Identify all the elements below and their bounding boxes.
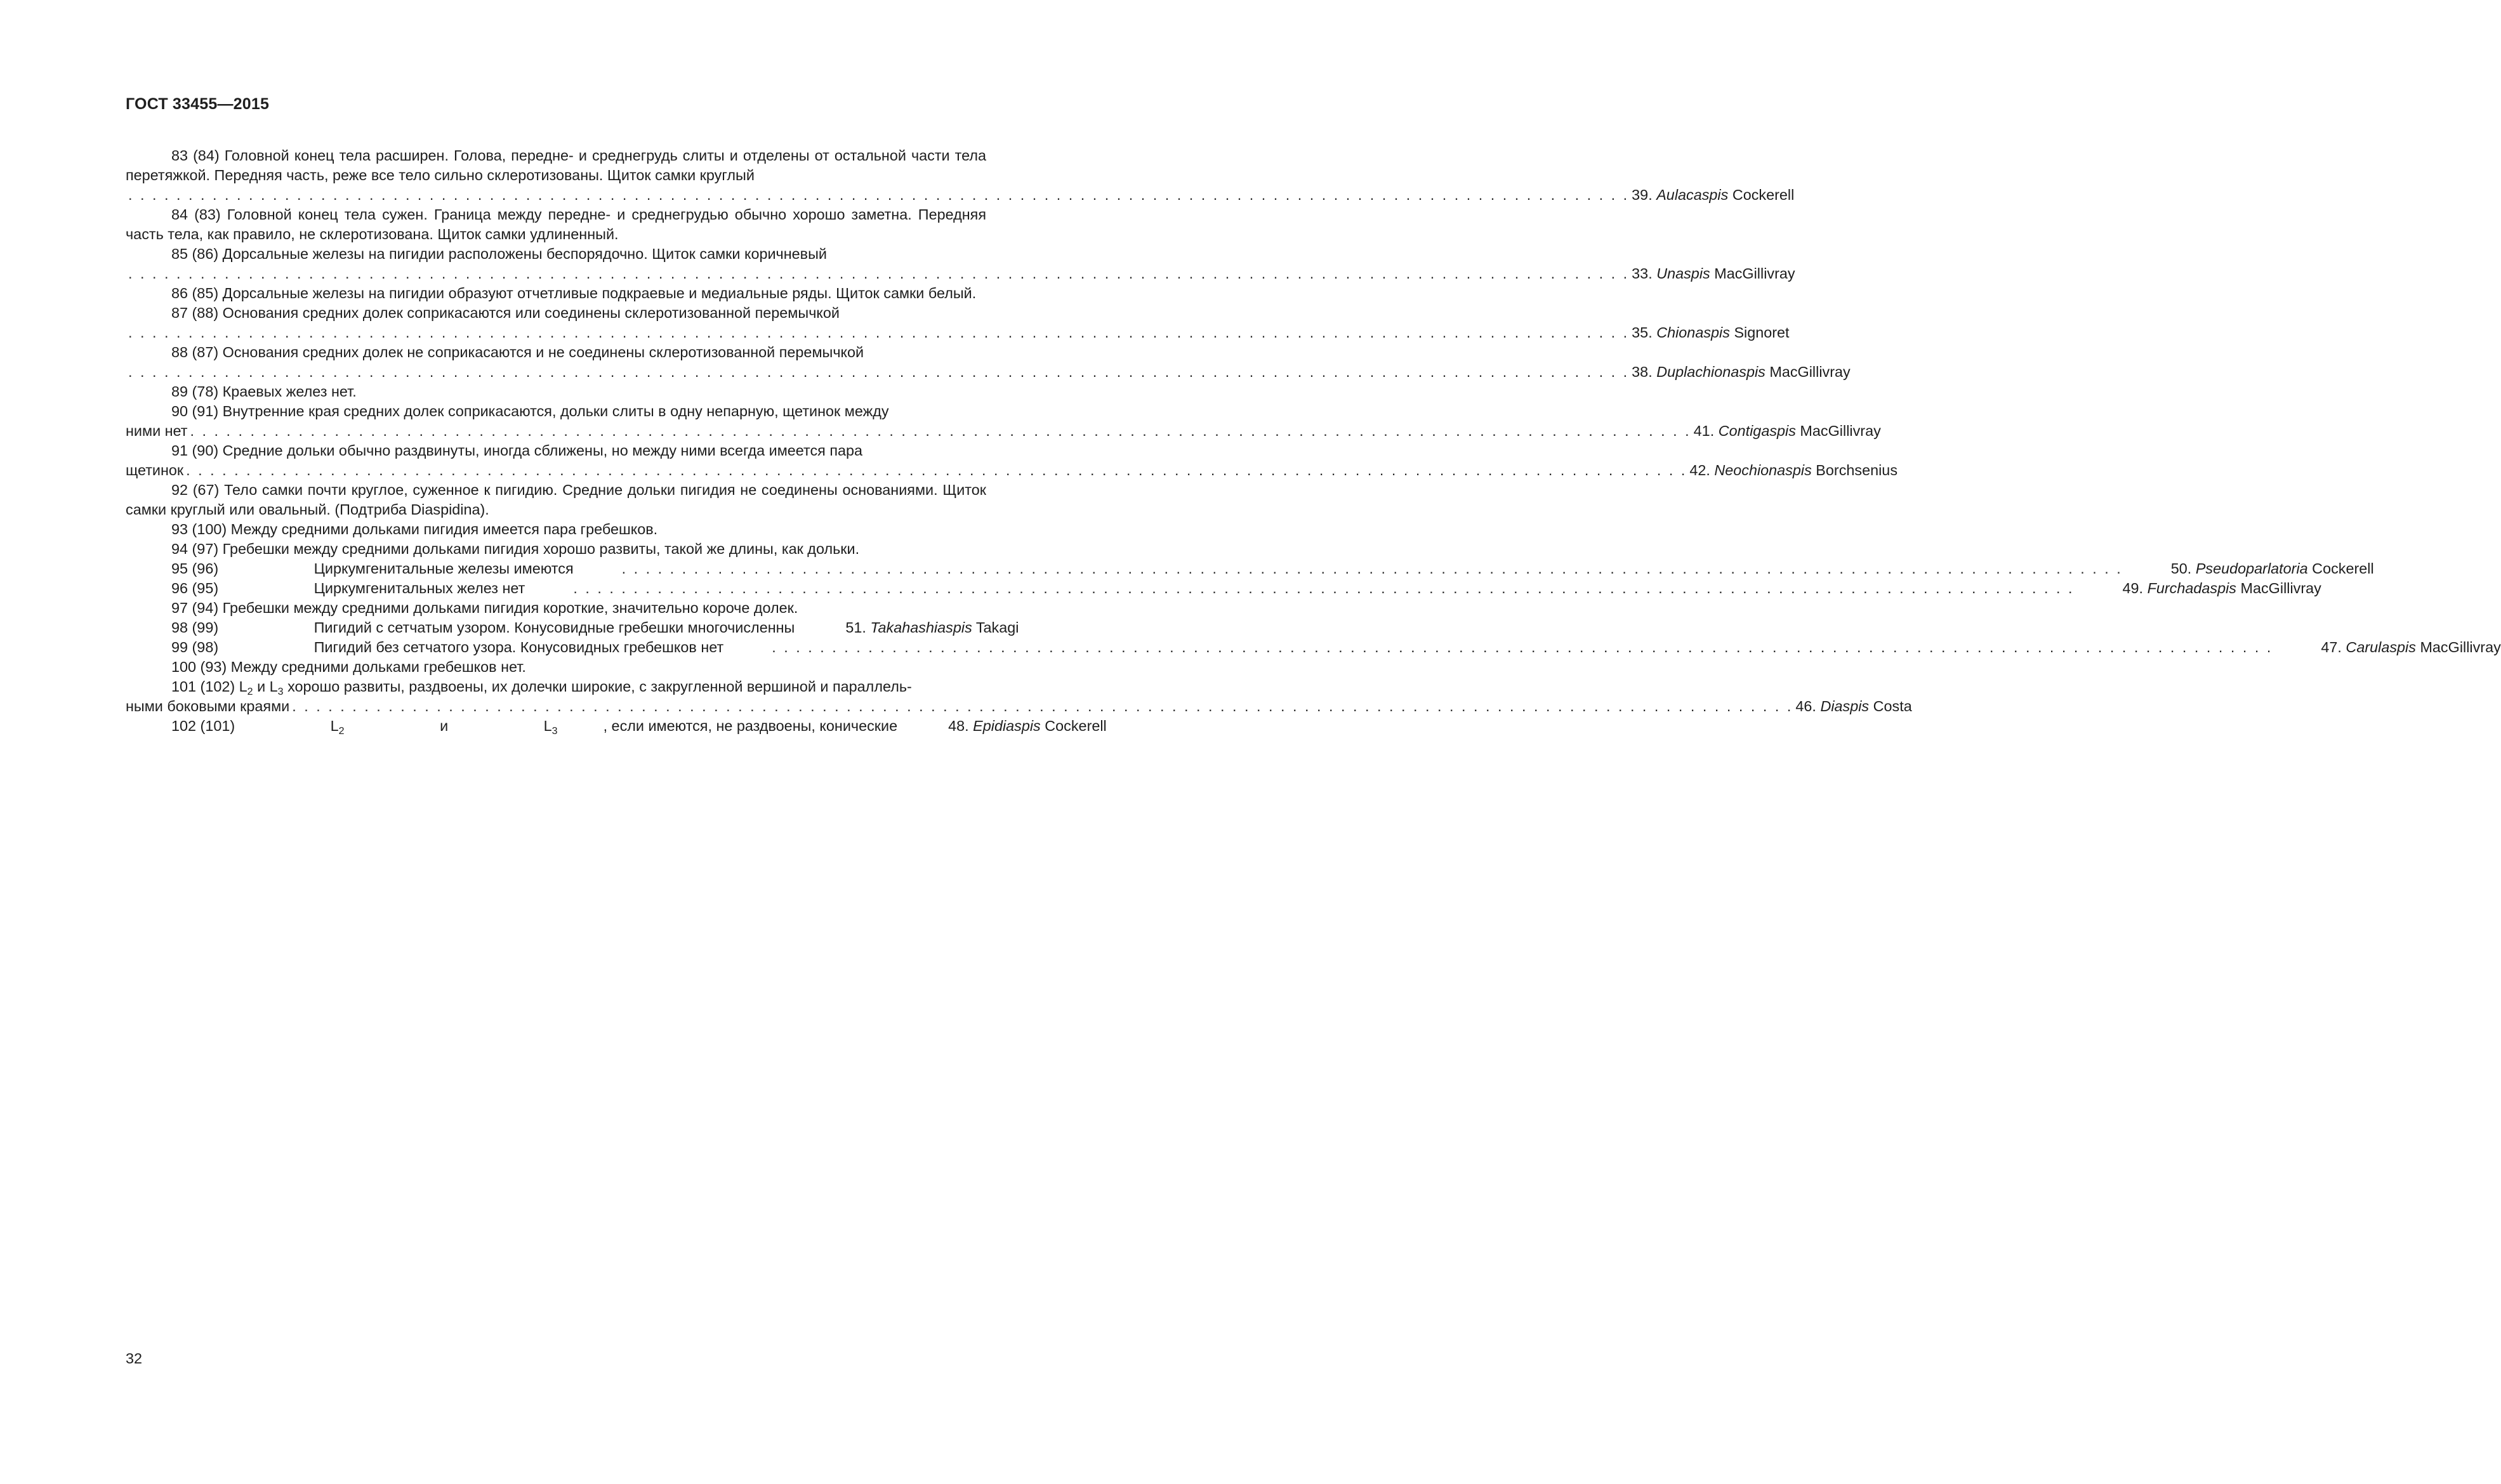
key-entry-89 (126, 382, 986, 402)
entry-text: Между средними дольками пигидия имеется пара гребешков. (230, 521, 658, 537)
entry-number: 88 (87) (171, 344, 219, 360)
key-entry-99 (126, 638, 2501, 657)
entry-number: 86 (85) (171, 285, 219, 301)
taxon-reference: 48. Epidiaspis Cockerell (948, 718, 1107, 734)
taxon-reference: 42. Neochionaspis Borchsenius (1689, 462, 1898, 478)
entry-number: 102 (101) (171, 718, 235, 734)
entry-number: 84 (83) (171, 206, 221, 223)
entry-text: Циркумгенитальных желез нет (313, 580, 525, 596)
entry-text: хорошо развиты, раздвоены, их долечки широкие, с закругленной вершиной и параллель- (287, 678, 912, 695)
entry-text-tail: ними нет (126, 423, 188, 439)
dot-leader (128, 264, 1629, 284)
leader-line (126, 185, 1795, 205)
entry-text: Средние дольки обычно раздвинуты, иногда сближены, но между ними всегда имеется пара (222, 442, 863, 459)
entry-number: 93 (100) (171, 521, 227, 537)
taxon-reference: 47. Carulaspis MacGillivray (2321, 639, 2501, 655)
leader-line (126, 362, 1851, 382)
dot-leader (292, 697, 1793, 716)
entry-number: 95 (96) (171, 560, 219, 577)
entry-text: Головной конец тела расширен. Голова, передне- и среднегрудь слиты и отделены от остальной части тела перетяжкой. Передняя часть, реже все тело сильно склеротизованы. Щиток самки круглый (126, 147, 987, 183)
entry-number: 96 (95) (171, 580, 219, 596)
key-entry-93 (126, 520, 986, 539)
entry-number: 97 (94) (171, 600, 219, 616)
key-entry-86 (126, 284, 986, 303)
taxon-reference: 38. Duplachionaspis MacGillivray (1632, 364, 1851, 380)
dot-leader (527, 579, 2074, 598)
entry-text: Внутренние края средних долек соприкасаются, дольки слиты в одну непарную, щетинок между (222, 403, 889, 419)
leader-line (126, 264, 1795, 284)
lobe-l3: $L_3$ (543, 718, 558, 737)
taxon-reference: 46. Diaspis Costa (1795, 698, 1912, 714)
entry-text: Головной конец тела сужен. Граница между передне- и среднегрудью обычно хорошо заметна. Передняя часть тела, как правило, не склеротизована. Щиток самки удлиненный. (126, 206, 987, 242)
entry-number: 89 (78) (171, 383, 219, 400)
dot-leader (726, 638, 2273, 657)
leader-line (126, 697, 1912, 716)
entry-text: Дорсальные железы на пигидии образуют отчетливые подкраевые и медиальные ряды. Щиток самки белый. (222, 285, 977, 301)
key-entry-91 (126, 441, 986, 461)
entry-number: 92 (67) (171, 482, 220, 498)
entry-text: , если имеются, не раздвоены, конические (603, 718, 898, 734)
entry-number: 85 (86) (171, 246, 219, 262)
key-entry-94 (126, 539, 986, 559)
dot-leader (128, 362, 1629, 382)
dot-leader (576, 559, 2123, 579)
entry-number: 83 (84) (171, 147, 220, 164)
entry-number: 100 (93) (171, 659, 227, 675)
key-entry-88 (126, 343, 986, 362)
entry-text: Основания средних долек соприкасаются или соединены склеротизованной перемычкой (222, 305, 840, 321)
leader-line (126, 323, 1790, 343)
lobe-l2: $L_2$ (239, 678, 253, 697)
entry-number: 98 (99) (171, 619, 219, 636)
entry-text-tail: ными боковыми краями (126, 698, 290, 714)
dot-leader (190, 421, 1691, 441)
entry-number: 90 (91) (171, 403, 219, 419)
page-number: 32 (126, 1350, 143, 1367)
key-entry-100 (126, 657, 986, 677)
entry-number: 99 (98) (171, 639, 219, 655)
taxon-reference: 35. Chionaspis Signoret (1632, 324, 1790, 341)
dot-leader (128, 323, 1629, 343)
entry-number: 87 (88) (171, 305, 219, 321)
taxon-reference: 51. Takahashiaspis Takagi (845, 619, 1019, 636)
dot-leader (186, 461, 1687, 480)
lobe-l3: $L_3$ (269, 678, 284, 697)
taxon-reference: 50. Pseudoparlatoria Cockerell (2170, 560, 2374, 577)
taxon-reference: 41. Contigaspis MacGillivray (1693, 423, 1881, 439)
key-entry-85 (126, 244, 986, 264)
taxon-reference: 33. Unaspis MacGillivray (1632, 265, 1795, 282)
key-entry-87 (126, 303, 986, 323)
key-entry-84 (126, 205, 986, 244)
document-header: ГОСТ 33455—2015 (126, 95, 270, 113)
taxon-reference: 49. Furchadaspis MacGillivray (2122, 580, 2321, 596)
entry-text: Пигидий без сетчатого узора. Конусовидных гребешков нет (313, 639, 724, 655)
key-content (126, 146, 2501, 737)
entry-text: Тело самки почти круглое, суженное к пигидию. Средние дольки пигидия не соединены основаниями. Щиток самки круглый или овальный. (Подтриба Diaspidina). (126, 482, 986, 518)
entry-text: Пигидий с сетчатым узором. Конусовидные гребешки многочисленны (313, 619, 795, 636)
entry-text: Между средними дольками гребешков нет. (230, 659, 526, 675)
entry-text: Краевых желез нет. (222, 383, 357, 400)
key-entry-90 (126, 402, 986, 421)
dot-leader (128, 185, 1629, 205)
leader-line (126, 421, 1881, 441)
leader-line (126, 461, 1898, 480)
lobe-l2: $L_2$ (330, 718, 345, 737)
entry-text-tail: щетинок (126, 462, 184, 478)
entry-text: Гребешки между средними дольками пигидия хорошо развиты, такой же длины, как дольки. (222, 541, 860, 557)
key-entry-98 (126, 618, 1019, 638)
key-entry-83 (126, 146, 986, 185)
entry-number: 101 (102) (171, 678, 235, 695)
taxon-reference: 39. Aulacaspis Cockerell (1632, 187, 1795, 203)
key-entry-95 (126, 559, 2374, 579)
entry-text: Циркумгенитальные железы имеются (313, 560, 574, 577)
key-entry-96 (126, 579, 2321, 598)
entry-number: 94 (97) (171, 541, 219, 557)
entry-text: Основания средних долек не соприкасаются и не соединены склеротизованной перемычкой (222, 344, 864, 360)
key-entry-92 (126, 480, 986, 520)
entry-text: Дорсальные железы на пигидии расположены беспорядочно. Щиток самки коричневый (222, 246, 827, 262)
key-entry-102: 102 (101) $L_2$ и $L_3$ , если имеются, не раздвоены, конические 48. Epidiaspis Cockerell (126, 716, 986, 736)
key-entry-97 (126, 598, 986, 618)
entry-text: Гребешки между средними дольками пигидия короткие, значительно короче долек. (222, 600, 798, 616)
entry-number: 91 (90) (171, 442, 219, 459)
key-entry-101: 101 (102) $L_2$ и $L_3$ хорошо развиты, раздвоены, их долечки широкие, с закругленной вершиной и параллель- (171, 678, 912, 697)
